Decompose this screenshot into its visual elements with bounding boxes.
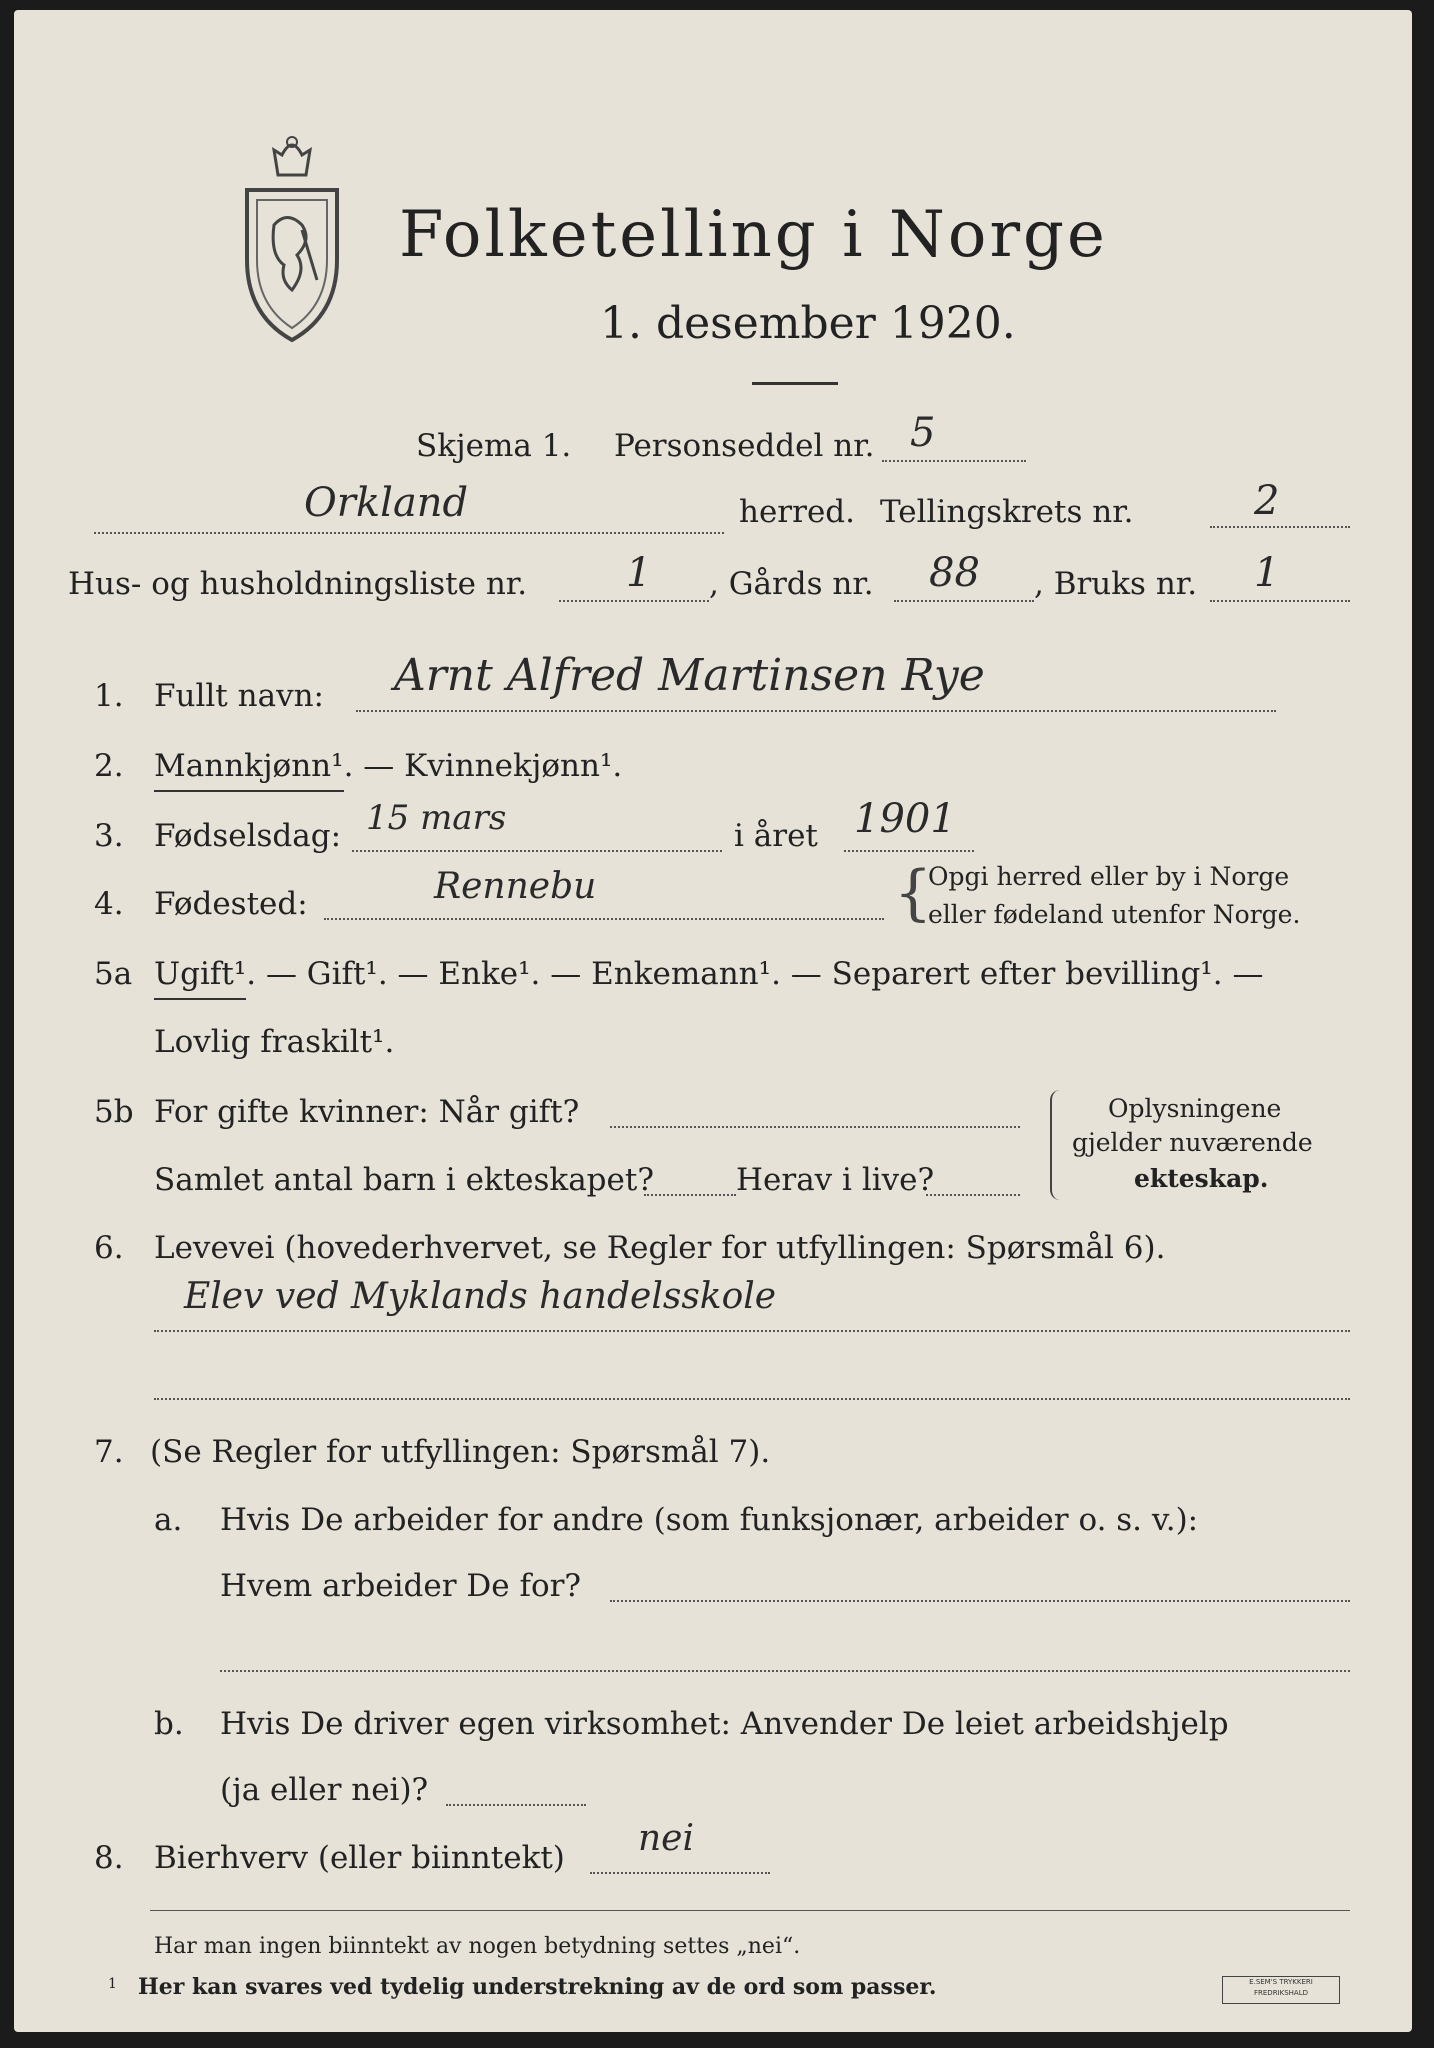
q4-note-2: eller fødeland utenfor Norge. xyxy=(928,900,1301,929)
q3-label: Fødselsdag: xyxy=(154,818,342,854)
printer-city: FREDRIKSHALD xyxy=(1253,1989,1308,1997)
q7a-answer-line xyxy=(610,1600,1350,1602)
q5b-married-line xyxy=(610,1126,1020,1128)
q7b-line-2: (ja eller nei)? xyxy=(220,1772,429,1808)
q1-value[interactable]: Arnt Alfred Martinsen Rye xyxy=(394,650,985,701)
printer-stamp xyxy=(1222,1976,1340,2004)
q5b-label-2b: Herav i live? xyxy=(736,1162,935,1198)
form-title: Folketelling i Norge xyxy=(399,198,1108,272)
q3-year-line xyxy=(844,850,974,852)
q5b-number: 5b xyxy=(94,1094,134,1130)
q8-label: Bierhverv (eller biinntekt) xyxy=(154,1840,565,1876)
q7a-line-2: Hvem arbeider De for? xyxy=(220,1568,582,1604)
tellingskrets-value[interactable]: 2 xyxy=(1254,478,1280,524)
q7b-line-1: Hvis De driver egen virksomhet: Anvender De leiet arbeidshjelp xyxy=(220,1706,1229,1742)
herred-value[interactable]: Orkland xyxy=(304,480,469,526)
q7a-line-1: Hvis De arbeider for andre (som funksjonær, arbeider o. s. v.): xyxy=(220,1502,1199,1538)
q2-options[interactable]: Mannkjønn¹. — Kvinnekjønn¹. xyxy=(154,748,623,784)
q5a-options[interactable]: Ugift¹. — Gift¹. — Enke¹. — Enkemann¹. — Separert efter bevilling¹. — xyxy=(154,956,1264,992)
hus-line xyxy=(559,600,709,602)
gards-value[interactable]: 88 xyxy=(929,550,980,596)
q7b-answer-line xyxy=(446,1804,586,1806)
q5b-label-1: For gifte kvinner: Når gift? xyxy=(154,1094,580,1130)
q5b-note-1: Oplysningene xyxy=(1108,1094,1282,1123)
coat-of-arms-icon xyxy=(232,130,352,350)
q4-line xyxy=(324,918,884,920)
gards-line xyxy=(894,600,1034,602)
q5a-options-line2[interactable]: Lovlig fraskilt¹. xyxy=(154,1024,395,1060)
personseddel-label: Personseddel nr. xyxy=(614,428,875,464)
schema-label: Skjema 1. xyxy=(416,428,572,464)
q2-underline xyxy=(154,790,344,792)
q5b-alive-line xyxy=(926,1194,1020,1196)
q1-label: Fullt navn: xyxy=(154,678,324,714)
bruks-line xyxy=(1210,600,1350,602)
personseddel-line xyxy=(882,460,1026,462)
q1-line xyxy=(356,710,1276,712)
bruks-value[interactable]: 1 xyxy=(1254,550,1280,596)
q7a-letter: a. xyxy=(154,1502,183,1538)
footnote-text: Her kan svares ved tydelig understrekning av de ord som passer. xyxy=(138,1974,937,2000)
q4-value[interactable]: Rennebu xyxy=(434,866,597,907)
q2-number: 2. xyxy=(94,748,124,784)
q7-number: 7. xyxy=(94,1434,124,1470)
q6-line-1 xyxy=(154,1330,1350,1332)
q5b-label-2a: Samlet antal barn i ekteskapet? xyxy=(154,1162,654,1198)
q8-line xyxy=(590,1872,770,1874)
q1-number: 1. xyxy=(94,678,124,714)
q3-year-value[interactable]: 1901 xyxy=(854,796,956,842)
footnote-mark: 1 xyxy=(108,1976,117,1992)
q8-value[interactable]: nei xyxy=(638,1818,695,1859)
bruks-label: , Bruks nr. xyxy=(1034,566,1198,602)
tellingskrets-label: Tellingskrets nr. xyxy=(880,494,1134,530)
hus-value[interactable]: 1 xyxy=(626,550,652,596)
gards-label: , Gårds nr. xyxy=(709,566,874,602)
q7b-letter: b. xyxy=(154,1706,184,1742)
q4-label: Fødested: xyxy=(154,886,308,922)
q6-number: 6. xyxy=(94,1230,124,1266)
q5a-number: 5a xyxy=(94,956,133,992)
census-form xyxy=(14,10,1412,2032)
census-date: 1. desember 1920. xyxy=(600,298,1016,349)
tellingskrets-line xyxy=(1210,526,1350,528)
q3-number: 3. xyxy=(94,818,124,854)
q6-line-2 xyxy=(154,1398,1350,1400)
q6-value[interactable]: Elev ved Myklands handelsskole xyxy=(184,1276,777,1317)
q5b-note-3: ekteskap. xyxy=(1134,1164,1269,1193)
q3-year-label: i året xyxy=(734,818,818,854)
q4-brace: { xyxy=(894,858,933,928)
q4-number: 4. xyxy=(94,886,124,922)
q5b-bracket xyxy=(1050,1090,1062,1200)
title-divider xyxy=(752,382,838,385)
printer-name: E.SEM'S TRYKKERI xyxy=(1249,1978,1313,1986)
q7a-answer-line-2 xyxy=(220,1670,1350,1672)
hus-label: Hus- og husholdningsliste nr. xyxy=(68,566,528,602)
herred-line xyxy=(94,532,724,534)
q6-label: Levevei (hovederhvervet, se Regler for utfyllingen: Spørsmål 6). xyxy=(154,1230,1166,1266)
q7-label: (Se Regler for utfyllingen: Spørsmål 7). xyxy=(150,1434,771,1470)
footer-divider xyxy=(150,1910,1350,1911)
personseddel-value[interactable]: 5 xyxy=(910,410,936,456)
q5b-children-line xyxy=(644,1194,736,1196)
q3-value[interactable]: 15 mars xyxy=(366,798,507,838)
herred-label: herred. xyxy=(739,494,855,530)
q3-line xyxy=(352,850,722,852)
q5a-underline xyxy=(154,998,246,1000)
q4-note-1: Opgi herred eller by i Norge xyxy=(928,862,1290,891)
q8-number: 8. xyxy=(94,1840,124,1876)
q5b-note-2: gjelder nuværende xyxy=(1072,1128,1313,1157)
footer-note: Har man ingen biinntekt av nogen betydning settes „nei“. xyxy=(154,1934,801,1959)
